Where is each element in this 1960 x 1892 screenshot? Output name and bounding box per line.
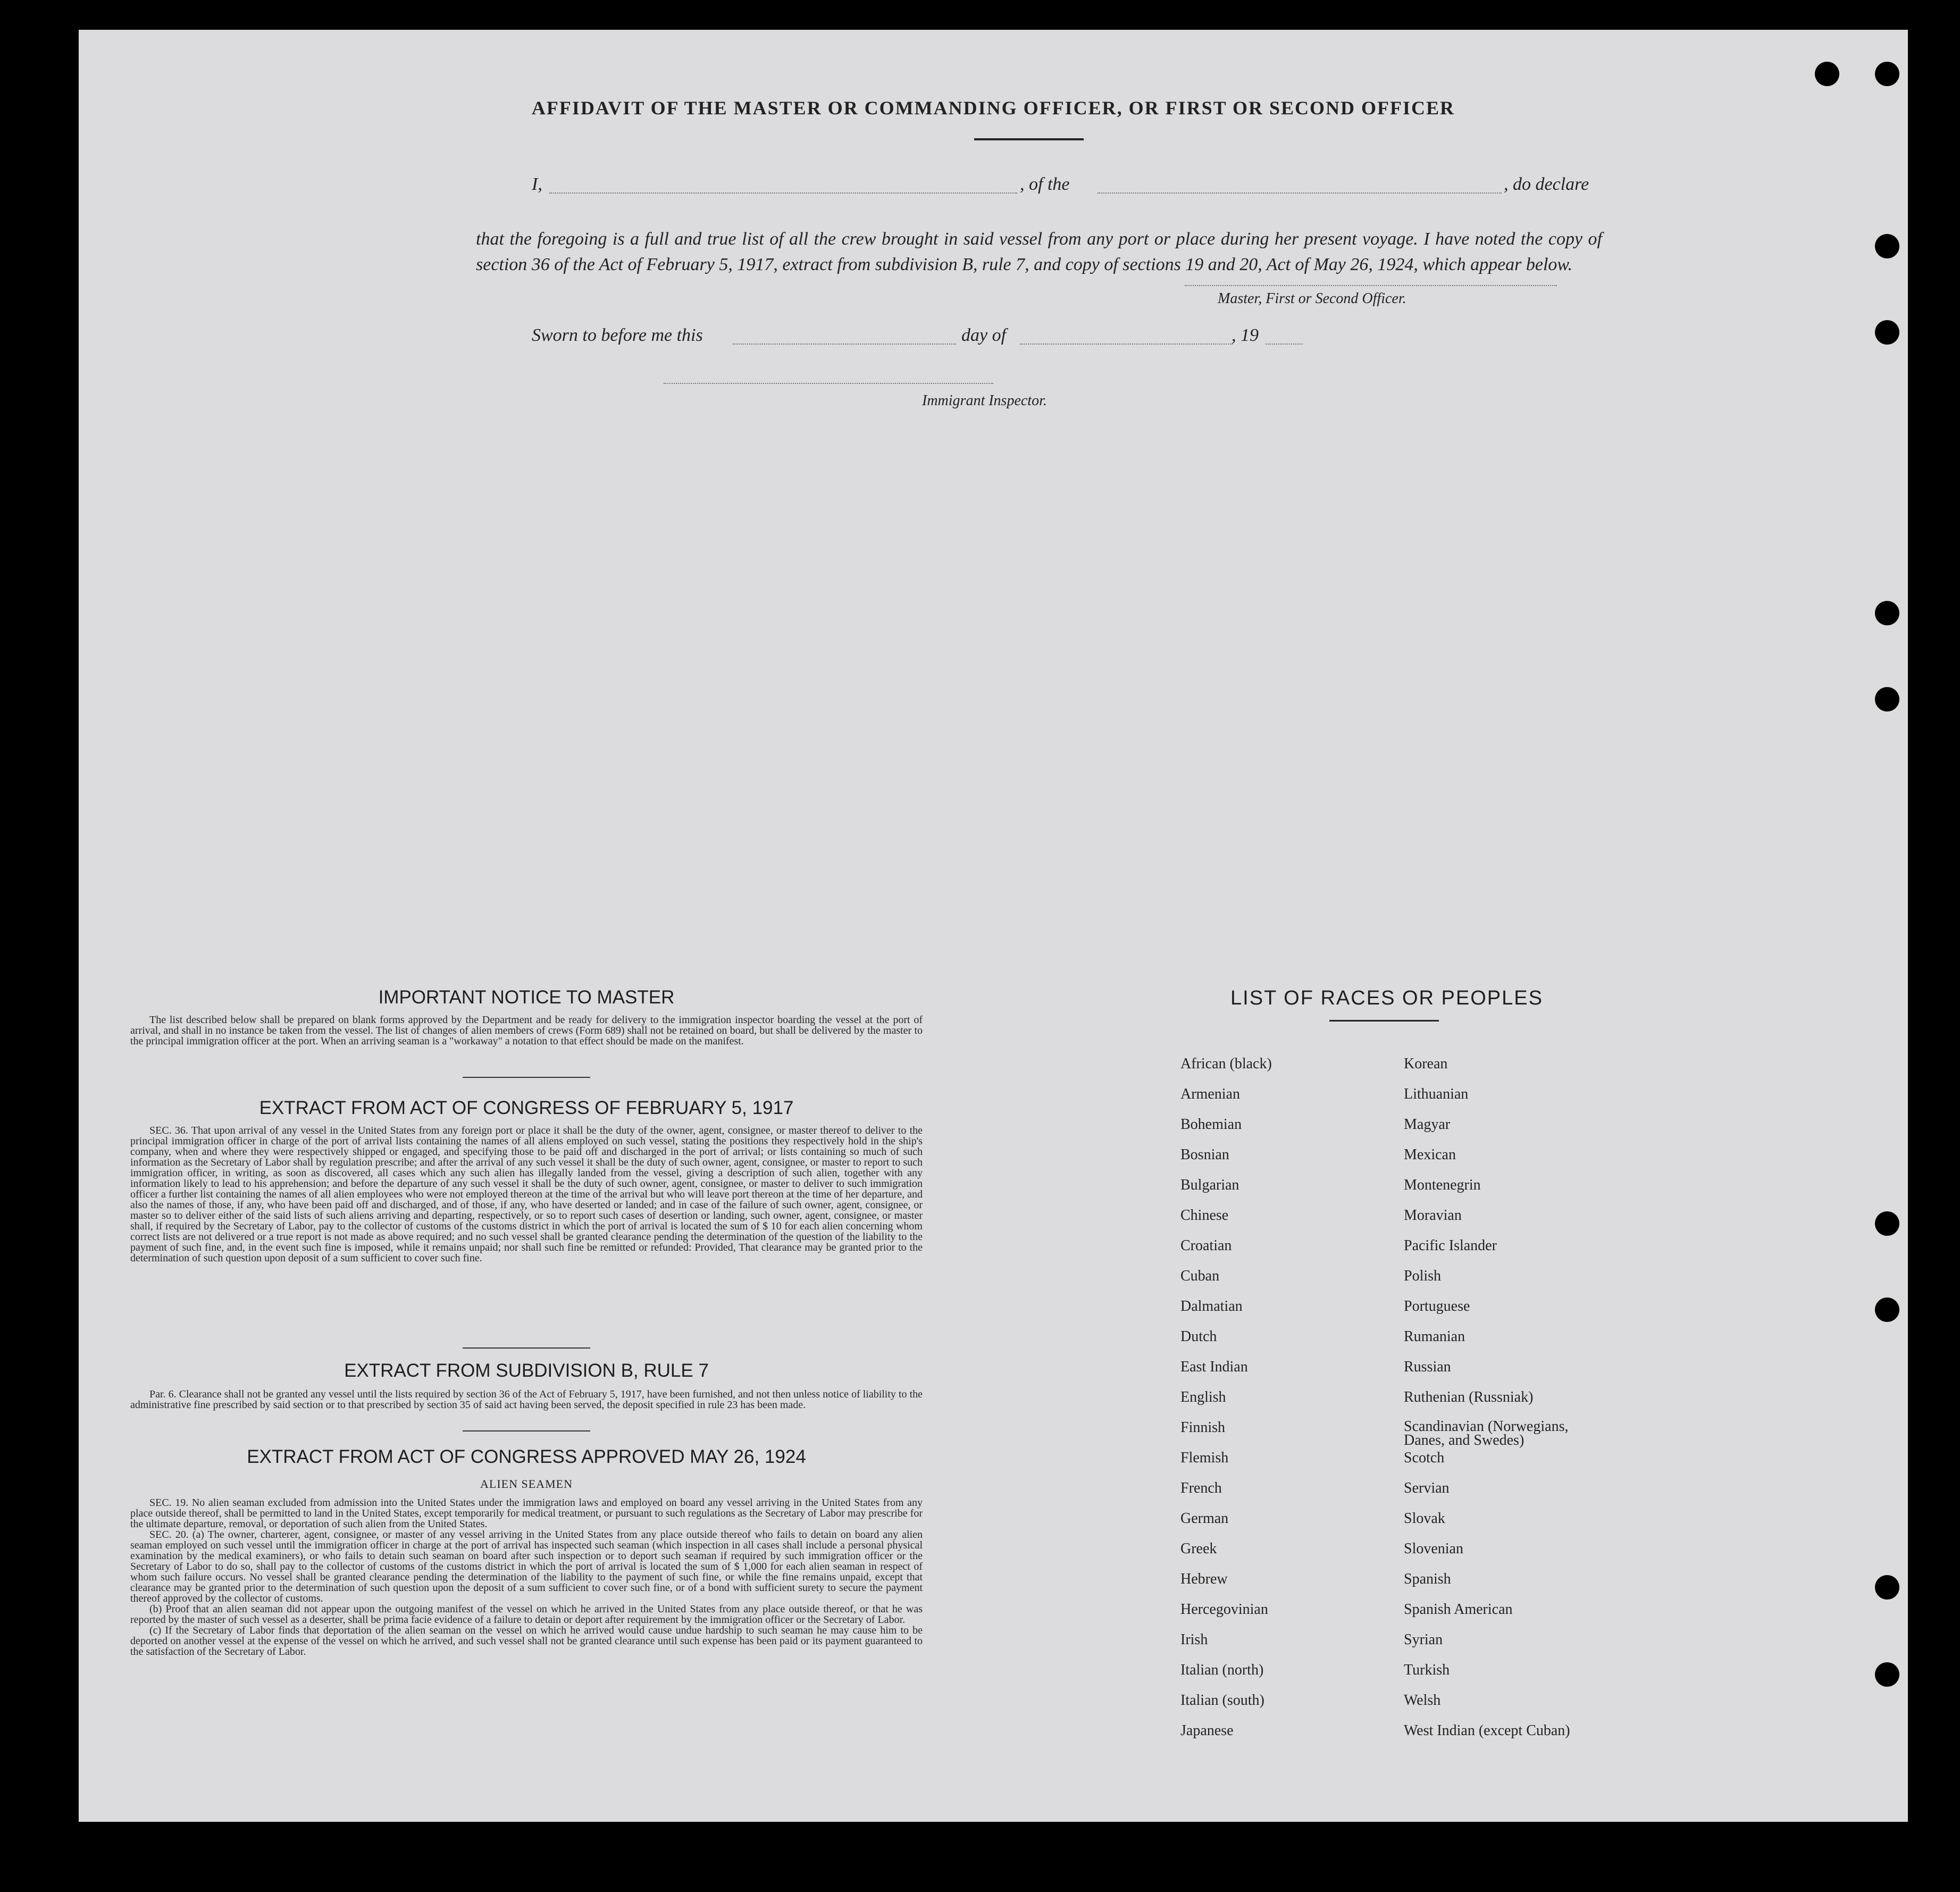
race-item: Greek (1180, 1541, 1217, 1557)
race-item: Portuguese (1404, 1298, 1470, 1315)
sec-20c-paragraph: (c) If the Secretary of Labor finds that deportation of the alien seaman on the vessel on which he arrived would cause undue hardship to such seaman he may cause him to be deported on another vessel at the expense of the vessel on which he arrived, and such vessel shall not be granted clearance until such expense has been paid or its payment guaranteed to the satisfaction of the Secretary of Labor. (130, 1625, 923, 1657)
races-title-rule (1329, 1020, 1439, 1022)
race-item: Spanish (1404, 1571, 1451, 1587)
race-item: Polish (1404, 1268, 1442, 1284)
race-item: Lithuanian (1404, 1086, 1469, 1102)
race-item: Bulgarian (1180, 1177, 1239, 1193)
binder-hole (1875, 1211, 1899, 1236)
race-item: Montenegrin (1404, 1177, 1481, 1193)
rule-7-paragraph: Par. 6. Clearance shall not be granted any vessel until the lists required by section 36 of the Act of February 5, 1917, have been furnished, and not then unless notice of liability to the administrative fine prescribed by said section or to that prescribed by section 35 of said act having been served, the deposit specified in rule 23 has been made. (130, 1388, 923, 1411)
race-item: Rumanian (1404, 1328, 1465, 1345)
race-item: Syrian (1404, 1631, 1443, 1648)
race-item: Italian (south) (1180, 1692, 1264, 1709)
inspector-signature-label: Immigrant Inspector. (922, 392, 1047, 409)
notice-paragraph: The list described below shall be prepared on blank forms approved by the Department and be ready for delivery to the immigration inspector boarding the vessel at the port of arrival, and shall in no instance be taken from the vessel. The list of changes of alien members of crews (Form 689) shall not be retained on board, but shall be delivered by the master to the principal immigration officer at the port. When an arriving seaman is a "workaway" a notation to that effect should be made on the manifest. (130, 1014, 923, 1047)
section-divider (463, 1430, 590, 1431)
rule-7-text (130, 1389, 923, 1410)
declaration-text: that the foregoing is a full and true list of all the crew brought in said vessel from any port or place during her present voyage. I have noted the copy of section 36 of the Act of February 5, 1917, extract from subdivision B, rule 7, and copy of sections 19 and 20, Act of May 26, 1924, which appear below. (476, 229, 1602, 274)
race-item: German (1180, 1510, 1229, 1527)
name-field[interactable] (549, 192, 1017, 194)
race-item: Pacific Islander (1404, 1237, 1497, 1254)
races-list-right (1404, 1056, 1638, 1753)
binder-hole (1875, 1297, 1899, 1322)
race-item: Korean (1404, 1056, 1448, 1072)
document-page (79, 30, 1908, 1822)
race-item: Slovak (1404, 1510, 1445, 1527)
binder-hole (1875, 601, 1899, 625)
race-item: Hebrew (1180, 1571, 1228, 1587)
race-item: East Indian (1180, 1359, 1248, 1375)
notice-text (130, 1015, 923, 1047)
race-item: Slovenian (1404, 1541, 1463, 1557)
act-1917-title: EXTRACT FROM ACT OF CONGRESS OF FEBRUARY 5, 1917 (259, 1098, 794, 1118)
binder-hole (1875, 320, 1899, 345)
race-item: Croatian (1180, 1237, 1232, 1254)
sec-20b-paragraph: (b) Proof that an alien seaman did not appear upon the outgoing manifest of the vessel on which he arrived in the United States from any place outside thereof, or that he was reported by the master of such vessel as a deserter, shall be prima facie evidence of a failure to detain or deport after requirement by the immigration officer or the Secretary of Labor. (130, 1603, 923, 1626)
rule-7-title: EXTRACT FROM SUBDIVISION B, RULE 7 (344, 1360, 709, 1381)
race-item: Russian (1404, 1359, 1451, 1375)
act-1924-title: EXTRACT FROM ACT OF CONGRESS APPROVED MAY 26, 1924 (247, 1446, 806, 1467)
title-rule (974, 138, 1084, 140)
race-item: Irish (1180, 1631, 1208, 1648)
race-item: Finnish (1180, 1419, 1226, 1436)
race-item: African (black) (1180, 1056, 1272, 1072)
race-item: Moravian (1404, 1207, 1462, 1224)
race-item: Italian (north) (1180, 1662, 1264, 1678)
binder-hole (1875, 1662, 1899, 1687)
race-item: English (1180, 1389, 1226, 1405)
race-item: Scotch (1404, 1450, 1445, 1466)
act-1917-text (130, 1125, 923, 1263)
race-item: Hercegovinian (1180, 1601, 1268, 1618)
race-item: Ruthenian (Russniak) (1404, 1389, 1534, 1405)
sworn-day-field[interactable] (733, 344, 956, 345)
act-1924-text (130, 1497, 923, 1657)
races-list-left (1180, 1056, 1383, 1753)
binder-hole (1815, 62, 1839, 86)
race-item: Flemish (1180, 1450, 1229, 1466)
affidavit-title: AFFIDAVIT OF THE MASTER OR COMMANDING OFFICER, OR FIRST OR SECOND OFFICER (531, 97, 1455, 119)
affidavit-declare-label: , do declare (1504, 174, 1589, 194)
sworn-label: Sworn to before me this (532, 325, 703, 345)
race-item: Mexican (1404, 1146, 1456, 1163)
race-item: Dutch (1180, 1328, 1217, 1345)
sworn-year-field[interactable] (1266, 344, 1303, 345)
affidavit-of-the-label: , of the (1020, 174, 1070, 194)
sec-19-paragraph: SEC. 19. No alien seaman excluded from admission into the United States under the immigration laws and employed on board any vessel arriving in the United States from any place outside thereof, shall be permitted to land in the United States, except temporarily for medical treatment, or pursuant to such regulations as the Secretary of Labor may prescribe for the ultimate departure, removal, or deportation of such alien from the United States. (130, 1497, 923, 1530)
race-item: Turkish (1404, 1662, 1450, 1678)
race-item: Japanese (1180, 1722, 1234, 1739)
race-item: Welsh (1404, 1692, 1441, 1709)
year-label: , 19 (1232, 325, 1259, 345)
race-item: Dalmatian (1180, 1298, 1243, 1315)
master-signature-field[interactable] (1185, 285, 1557, 286)
race-item: West Indian (except Cuban) (1404, 1722, 1570, 1739)
race-item: Servian (1404, 1480, 1450, 1496)
race-item: French (1180, 1480, 1222, 1496)
race-item: Chinese (1180, 1207, 1229, 1224)
race-item: Magyar (1404, 1116, 1451, 1133)
section-divider (463, 1077, 590, 1078)
race-item: Armenian (1180, 1086, 1240, 1102)
act-1924-subtitle: ALIEN SEAMEN (480, 1477, 573, 1491)
race-item: Spanish American (1404, 1601, 1513, 1618)
day-of-label: day of (961, 325, 1007, 345)
races-title: LIST OF RACES OR PEOPLES (1230, 987, 1543, 1009)
binder-hole (1875, 234, 1899, 258)
binder-hole (1875, 1575, 1899, 1600)
race-item: Bohemian (1180, 1116, 1242, 1133)
master-signature-label: Master, First or Second Officer. (1218, 290, 1406, 307)
race-item: Bosnian (1180, 1146, 1229, 1163)
race-item: Scandinavian (Norwegians, Danes, and Swedes) (1404, 1418, 1569, 1449)
notice-title: IMPORTANT NOTICE TO MASTER (378, 987, 675, 1008)
inspector-signature-field[interactable] (664, 383, 993, 384)
vessel-field[interactable] (1098, 192, 1502, 194)
sec-20a-paragraph: SEC. 20. (a) The owner, charterer, agent, consignee, or master of any vessel arriving in the United States from any place outside thereof who fails to detain on board any alien seaman employed on such vessel until the immigration officer in charge at the port of arrival has inspected such seaman (which inspection in all cases shall include a personal physical examination by the medical examiners), or who fails to detain such seaman on board after such inspection or to deport such seaman if required by such immigration officer or the Secretary of Labor to do so, shall pay to the collector of customs of the customs district in which the port of arrival is located the sum of $ 1,000 for each alien seaman in respect of whom such failure occurs. No vessel shall be granted clearance pending the determination of the liability to the payment of such fine, or while the fine remains unpaid, except that clearance may be granted prior to the determination of such question upon the deposit of a sum sufficient to cover such fine, or of a bond with sufficient surety to secure the payment thereof approved by the collector of customs. (130, 1529, 923, 1604)
section-divider (463, 1347, 590, 1349)
binder-hole (1875, 62, 1899, 86)
sworn-month-field[interactable] (1020, 344, 1233, 345)
act-1917-paragraph: SEC. 36. That upon arrival of any vessel in the United States from any foreign port or place it shall be the duty of the owner, agent, consignee, or master thereof to deliver to the principal immigration officer in charge of the port of arrival lists containing the names of all aliens employed on such vessel, stating the positions they respectively hold in the ship's company, when and where they were respectively shipped or engaged, and specifying those to be paid off and discharged in the port of arrival; or lists containing so much of such information as the Secretary of Labor shall by regulation prescribe; and after the arrival of any such vessel it shall be the duty of such owner, agent, consignee, or master to report to such immigration officer, in writing, as soon as discovered, all cases which any such alien has illegally landed from the vessel, giving a description of such alien, together with any information likely to lead to his apprehension; and before the departure of any such vessel it shall be the duty of such owner, agent, consignee, or master to deliver to such immigration officer a further list containing the names of all alien employees who were not employed thereon at the time of the arrival but who will leave port thereon at the time of her departure, and also the names of those, if any, who have been paid off and discharged, and of those, if any, who have deserted or landed; and in case of the failure of such owner, agent, consignee, or master so to deliver either of the said lists of such aliens arriving and departing, respectively, or so to report such cases of desertion or landing, such owner, agent, consignee, or master shall, if required by the Secretary of Labor, pay to the collector of customs of the customs district in which the port of arrival is located the sum of $ 10 for each alien concerning whom correct lists are not delivered or a true report is not made as above required; and no such vessel shall be granted clearance pending the determination of the question of the liability to the payment of such fine, and, in the event such fine is imposed, while it remains unpaid; nor shall such fine be remitted or refunded: Provided, That clearance may be granted prior to the determination of such question upon deposit of a sum sufficient to cover such fine. (130, 1125, 923, 1264)
binder-hole (1875, 687, 1899, 711)
race-item: Cuban (1180, 1268, 1220, 1284)
affidavit-i-label: I, (532, 174, 542, 194)
